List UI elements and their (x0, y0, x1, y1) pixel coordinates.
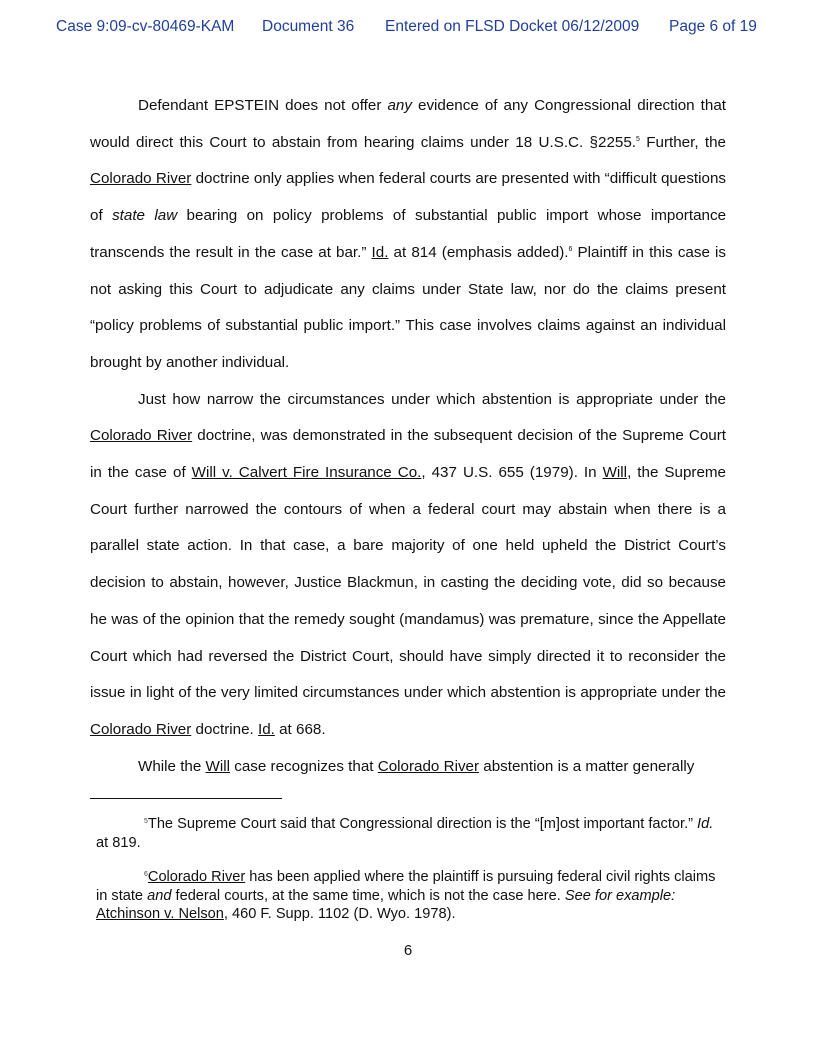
italic-text: See for example: (564, 887, 676, 904)
text-run: at 819. (96, 834, 141, 851)
case-citation: Id. (258, 720, 275, 738)
case-citation: Id. (371, 243, 389, 261)
text-run: Defendant EPSTEIN does not offer (138, 97, 388, 114)
text-run: abstention is a matter generally (479, 757, 695, 775)
case-citation: Atchinson v. Nelson (96, 906, 224, 923)
case-citation: Colorado River (147, 869, 246, 886)
text-run: bearing on policy problems of substantial public import whose importance transcends the result in the case at bar.” (90, 207, 727, 261)
footnote-reference-6: 6 (568, 245, 573, 253)
case-citation: Colorado River (90, 170, 192, 188)
case-citation: Will v. Calvert Fire Insurance Co. (191, 464, 422, 482)
text-run: The Supreme Court said that Congressional direction is the “[m]ost important factor.” (147, 816, 698, 832)
text-run: at 814 (emphasis added). (388, 243, 569, 261)
page-number: 6 (403, 942, 413, 959)
footnote-6 (96, 868, 716, 924)
paragraph-1 (90, 88, 726, 382)
text-run: federal courts, at the same time, which is not the case here. (171, 887, 565, 904)
text-run: Plaintiff in this case is not asking this Court to adjudicate any claims under State law, nor do the claims present “policy problems of substantial public import.” This case involves claims against an individual brought by another individual. (90, 243, 727, 371)
paragraph-2 (90, 382, 726, 749)
header-document-number: Document 36 (262, 18, 355, 35)
paragraph-3 (90, 749, 726, 786)
footnote-reference-5: 5 (636, 135, 640, 143)
italic-text: any (387, 97, 412, 114)
footnote-marker: 6 (144, 871, 148, 879)
document-body (90, 88, 726, 785)
italic-text: state law (112, 207, 178, 225)
case-citation: Will (602, 464, 628, 482)
footnote-marker: 5 (144, 818, 148, 825)
text-run: evidence of any Congressional direction that would direct this Court to abstain from hearing claims under 18 U.S.C. §2255. (90, 97, 726, 151)
italic-text: and (147, 887, 172, 904)
docket-header (0, 18, 816, 38)
footnote-divider (90, 798, 282, 799)
header-entered-date: Entered on FLSD Docket 06/12/2009 (385, 18, 640, 35)
text-run: doctrine, was demonstrated in the subsequent decision of the Supreme Court in the case of (90, 427, 726, 482)
text-run: case recognizes that (230, 757, 378, 775)
header-case-number: Case 9:09-cv-80469-KAM (56, 18, 235, 35)
case-citation: Colorado River (90, 720, 192, 738)
text-run: , 460 F. Supp. 1102 (D. Wyo. 1978). (223, 906, 456, 923)
case-citation: Will (205, 757, 230, 775)
text-run: Just how narrow the circumstances under which abstention is appropriate under the (138, 390, 726, 408)
text-run: , 437 U.S. 655 (1979). In (421, 464, 603, 482)
footnotes (96, 815, 716, 940)
case-citation: Colorado River (90, 427, 193, 445)
text-run: doctrine only applies when federal courts are presented with “difficult questions of (90, 170, 726, 225)
header-page-count: Page 6 of 19 (669, 18, 757, 35)
text-run: , the Supreme Court further narrowed the contours of when a federal court may abstain when there is a parallel state action. In that case, a bare majority of one held upheld the District Court’s decision to abstain, however, Justice Blackmun, in casting the deciding vote, did so because he was of the opinion that the remedy sought (mandamus) was premature, since the Appellate Court which had reversed the District Court, should have simply directed it to reconsider the issue in light of the very limited circumstances under which abstention is appropriate under the (90, 464, 727, 702)
text-run: Further, the (639, 133, 726, 151)
text-run: has been applied where the plaintiff is pursuing federal civil rights claims in state (96, 869, 716, 904)
text-run: at 668. (274, 720, 326, 738)
footnote-5 (96, 815, 716, 852)
case-citation: Colorado River (377, 757, 480, 775)
text-run: While the (138, 757, 206, 775)
italic-text: Id. (697, 816, 714, 832)
text-run: doctrine. (191, 720, 258, 738)
